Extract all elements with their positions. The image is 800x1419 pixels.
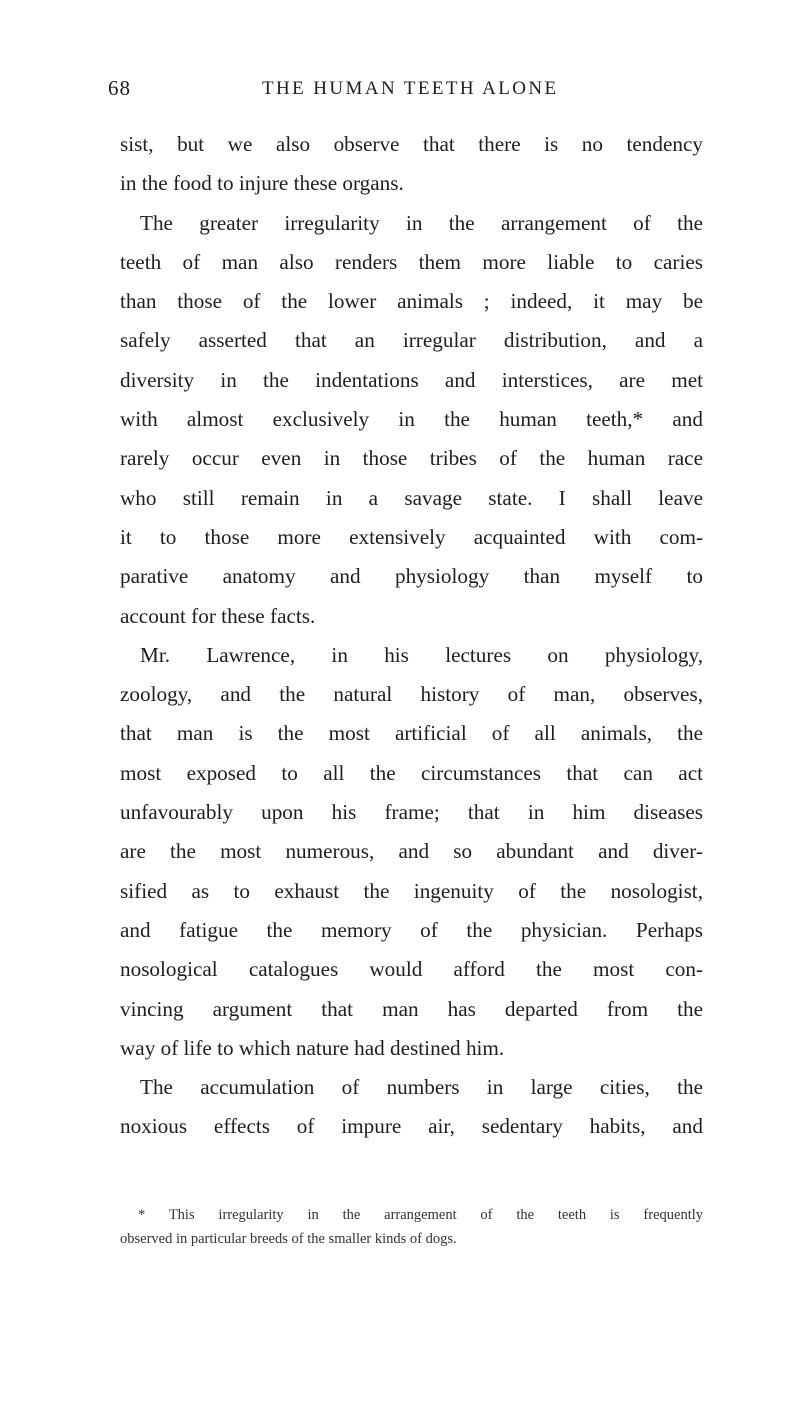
text-line: way of life to which nature had destined him.: [120, 1035, 505, 1060]
text-line: noxious effects of impure air, sedentary habits, and: [120, 1114, 703, 1139]
footnote-line: * This irregularity in the arrangement of the teeth is frequently: [138, 1207, 703, 1223]
text-line: it to those more extensively acquainted with com-: [120, 524, 703, 549]
text-line: rarely occur even in those tribes of the human race: [120, 446, 703, 471]
page-number: 68: [108, 76, 131, 100]
text-line: than those of the lower animals ; indeed, it may be: [120, 289, 703, 314]
text-line: The greater irregularity in the arrangement of the: [140, 210, 703, 235]
text-line: Mr. Lawrence, in his lectures on physiology,: [140, 642, 703, 667]
text-line: who still remain in a savage state. I shall leave: [120, 485, 703, 510]
text-line: sist, but we also observe that there is no tendency: [120, 132, 703, 156]
page-header: [0, 76, 800, 106]
text-line: and fatigue the memory of the physician. Perhaps: [120, 917, 703, 942]
text-line: account for these facts.: [120, 603, 316, 628]
body-text: [120, 125, 703, 1147]
text-line: vincing argument that man has departed from the: [120, 996, 703, 1021]
text-line: in the food to injure these organs.: [120, 171, 404, 196]
text-line: are the most numerous, and so abundant and diver-: [120, 839, 703, 864]
text-line: sified as to exhaust the ingenuity of the nosologist,: [120, 878, 703, 903]
text-line: unfavourably upon his frame; that in him diseases: [120, 800, 703, 825]
text-line: most exposed to all the circumstances that can act: [120, 760, 703, 785]
text-line: that man is the most artificial of all animals, the: [120, 721, 703, 746]
text-line: diversity in the indentations and interstices, are met: [120, 367, 703, 392]
text-line: zoology, and the natural history of man, observes,: [120, 682, 703, 707]
text-line: nosological catalogues would afford the most con-: [120, 957, 703, 982]
footnote: [120, 1203, 703, 1251]
running-head: THE HUMAN TEETH ALONE: [262, 78, 559, 99]
text-line: The accumulation of numbers in large cities, the: [140, 1075, 703, 1100]
text-line: parative anatomy and physiology than myself to: [120, 564, 703, 589]
text-line: teeth of man also renders them more liable to caries: [120, 249, 703, 274]
text-line: safely asserted that an irregular distribution, and a: [120, 328, 703, 353]
text-line: with almost exclusively in the human teeth,* and: [120, 407, 703, 432]
footnote-line: observed in particular breeds of the smaller kinds of dogs.: [120, 1231, 457, 1247]
